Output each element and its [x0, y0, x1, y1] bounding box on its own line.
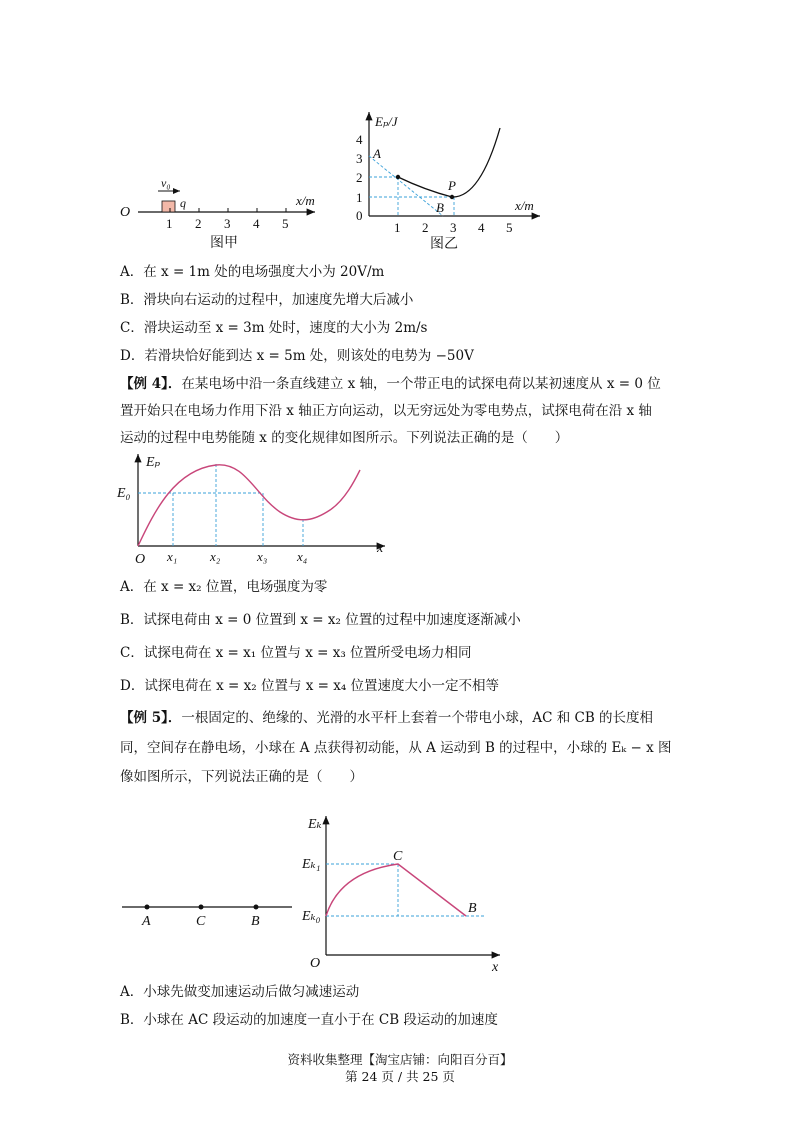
point-c-label: C — [196, 914, 206, 929]
point-a-label: A — [373, 146, 381, 161]
point-b-dot — [254, 905, 259, 910]
example-4-line3: 运动的过程中电势能随 x 的变化规律如图所示。下列说法正确的是（ ） — [120, 430, 569, 446]
figure-ek-x — [300, 812, 510, 977]
x-axis-label: x — [377, 541, 384, 556]
figure-ep-x — [117, 450, 395, 570]
v0-label: v₀ — [161, 176, 171, 190]
x-axis-label: x/m — [515, 198, 534, 213]
y-tick-label: 3 — [356, 151, 363, 166]
example-5-line2: 同，空间存在静电场，小球在 A 点获得初动能，从 A 运动到 B 的过程中，小球的 Eₖ − x 图 — [120, 740, 672, 756]
tick-label: 2 — [195, 216, 202, 231]
y-axis-label: Eₖ — [308, 817, 322, 832]
tick-label: 1 — [166, 216, 173, 231]
guide-lines — [326, 864, 485, 916]
x2-label: x₂ — [210, 549, 221, 564]
tick-label: 4 — [253, 216, 260, 231]
ex4-option-a: A．在 x = x₂ 位置，电场强度为零 — [120, 579, 328, 595]
origin-label: O — [135, 552, 146, 567]
example-text: 在某电场中沿一条直线建立 x 轴，一个带正电的试探电荷以某初速度从 x = 0 位 — [181, 376, 661, 392]
option-d: D．若滑块恰好能到达 x = 5m 处，则该处的电势为 −50V — [120, 348, 474, 364]
figure-caption: 图乙 — [430, 237, 458, 252]
figure-caption: 图甲 — [210, 236, 238, 251]
rod-diagram — [120, 895, 295, 935]
figure-yi — [340, 108, 550, 253]
origin-label: O — [310, 956, 321, 971]
example-tag: 【例 4】． — [120, 376, 182, 392]
tick-marks — [170, 208, 286, 212]
x-axis-label: x — [492, 960, 499, 975]
option-c: C．滑块运动至 x = 3m 处时，速度的大小为 2m/s — [120, 320, 428, 336]
example-5-intro — [120, 708, 653, 728]
point-b-label: B — [251, 914, 260, 929]
ex5-option-a: A．小球先做变加速运动后做匀减速运动 — [120, 984, 360, 1000]
ek-curve — [326, 864, 466, 916]
example-4-intro — [120, 374, 661, 394]
example-5-line3: 像如图所示，下列说法正确的是（ ） — [120, 769, 363, 785]
footer-source: 资料收集整理【淘宝店铺：向阳百分百】 — [287, 1052, 513, 1067]
example-4-line2: 置开始只在电场力作用下沿 x 轴正方向运动，以无穷远处为零电势点，试探电荷在沿 x 轴 — [120, 403, 652, 419]
example-tag: 【例 5】． — [120, 710, 182, 726]
ep-curve — [138, 465, 360, 546]
point-a-dot — [145, 905, 150, 910]
point-a-label: A — [142, 914, 151, 929]
x1-label: x₁ — [167, 549, 178, 564]
origin-label: 0 — [356, 208, 363, 223]
x-tick-label: 1 — [394, 220, 401, 235]
guide-lines — [138, 464, 303, 546]
example-text: 一根固定的、绝缘的、光滑的水平杆上套着一个带电小球，AC 和 CB 的长度相 — [181, 710, 654, 726]
e0-label: E₀ — [117, 486, 131, 501]
point-c-dot — [199, 905, 204, 910]
y-axis-label: Eₚ — [146, 455, 161, 470]
footer-page-number: 第 24 页 / 共 25 页 — [345, 1069, 455, 1084]
y-tick-label: 1 — [356, 190, 363, 205]
tick-label: 5 — [282, 216, 289, 231]
point-b-label: B — [468, 901, 477, 916]
x-tick-label: 2 — [422, 220, 429, 235]
option-a: A．在 x = 1m 处的电场强度大小为 20V/m — [120, 264, 385, 280]
y-tick-label: 2 — [356, 170, 363, 185]
figure-jia — [110, 175, 340, 255]
ex4-option-c: C．试探电荷在 x = x₁ 位置与 x = x₃ 位置所受电场力相同 — [120, 645, 472, 661]
x3-label: x₃ — [257, 549, 268, 564]
option-b: B．滑块向右运动的过程中，加速度先增大后减小 — [120, 292, 414, 308]
ek0-label: Eₖ₀ — [302, 909, 321, 924]
ek1-label: Eₖ₁ — [302, 857, 321, 872]
tick-label: 3 — [224, 216, 231, 231]
x-tick-label: 3 — [450, 220, 457, 235]
point-p-label: P — [448, 178, 456, 193]
ex5-option-b: B．小球在 AC 段运动的加速度一直小于在 CB 段运动的加速度 — [120, 1012, 498, 1028]
origin-label: O — [120, 205, 131, 220]
slider-block — [162, 201, 175, 212]
point-marker — [450, 195, 454, 199]
y-axis-label: Eₚ/J — [375, 114, 398, 129]
x-tick-label: 4 — [478, 220, 485, 235]
x4-label: x₄ — [297, 549, 308, 564]
x-tick-label: 5 — [506, 220, 513, 235]
y-tick-label: 4 — [356, 132, 363, 147]
ex4-option-d: D．试探电荷在 x = x₂ 位置与 x = x₄ 位置速度大小一定不相等 — [120, 678, 500, 694]
axis-unit-label: x/m — [296, 193, 315, 208]
point-b-label: B — [436, 200, 444, 215]
q-label: q — [180, 196, 186, 210]
point-c-label: C — [393, 849, 403, 864]
point-marker — [396, 175, 400, 179]
ex4-option-b: B．试探电荷由 x = 0 位置到 x = x₂ 位置的过程中加速度逐渐减小 — [120, 612, 521, 628]
